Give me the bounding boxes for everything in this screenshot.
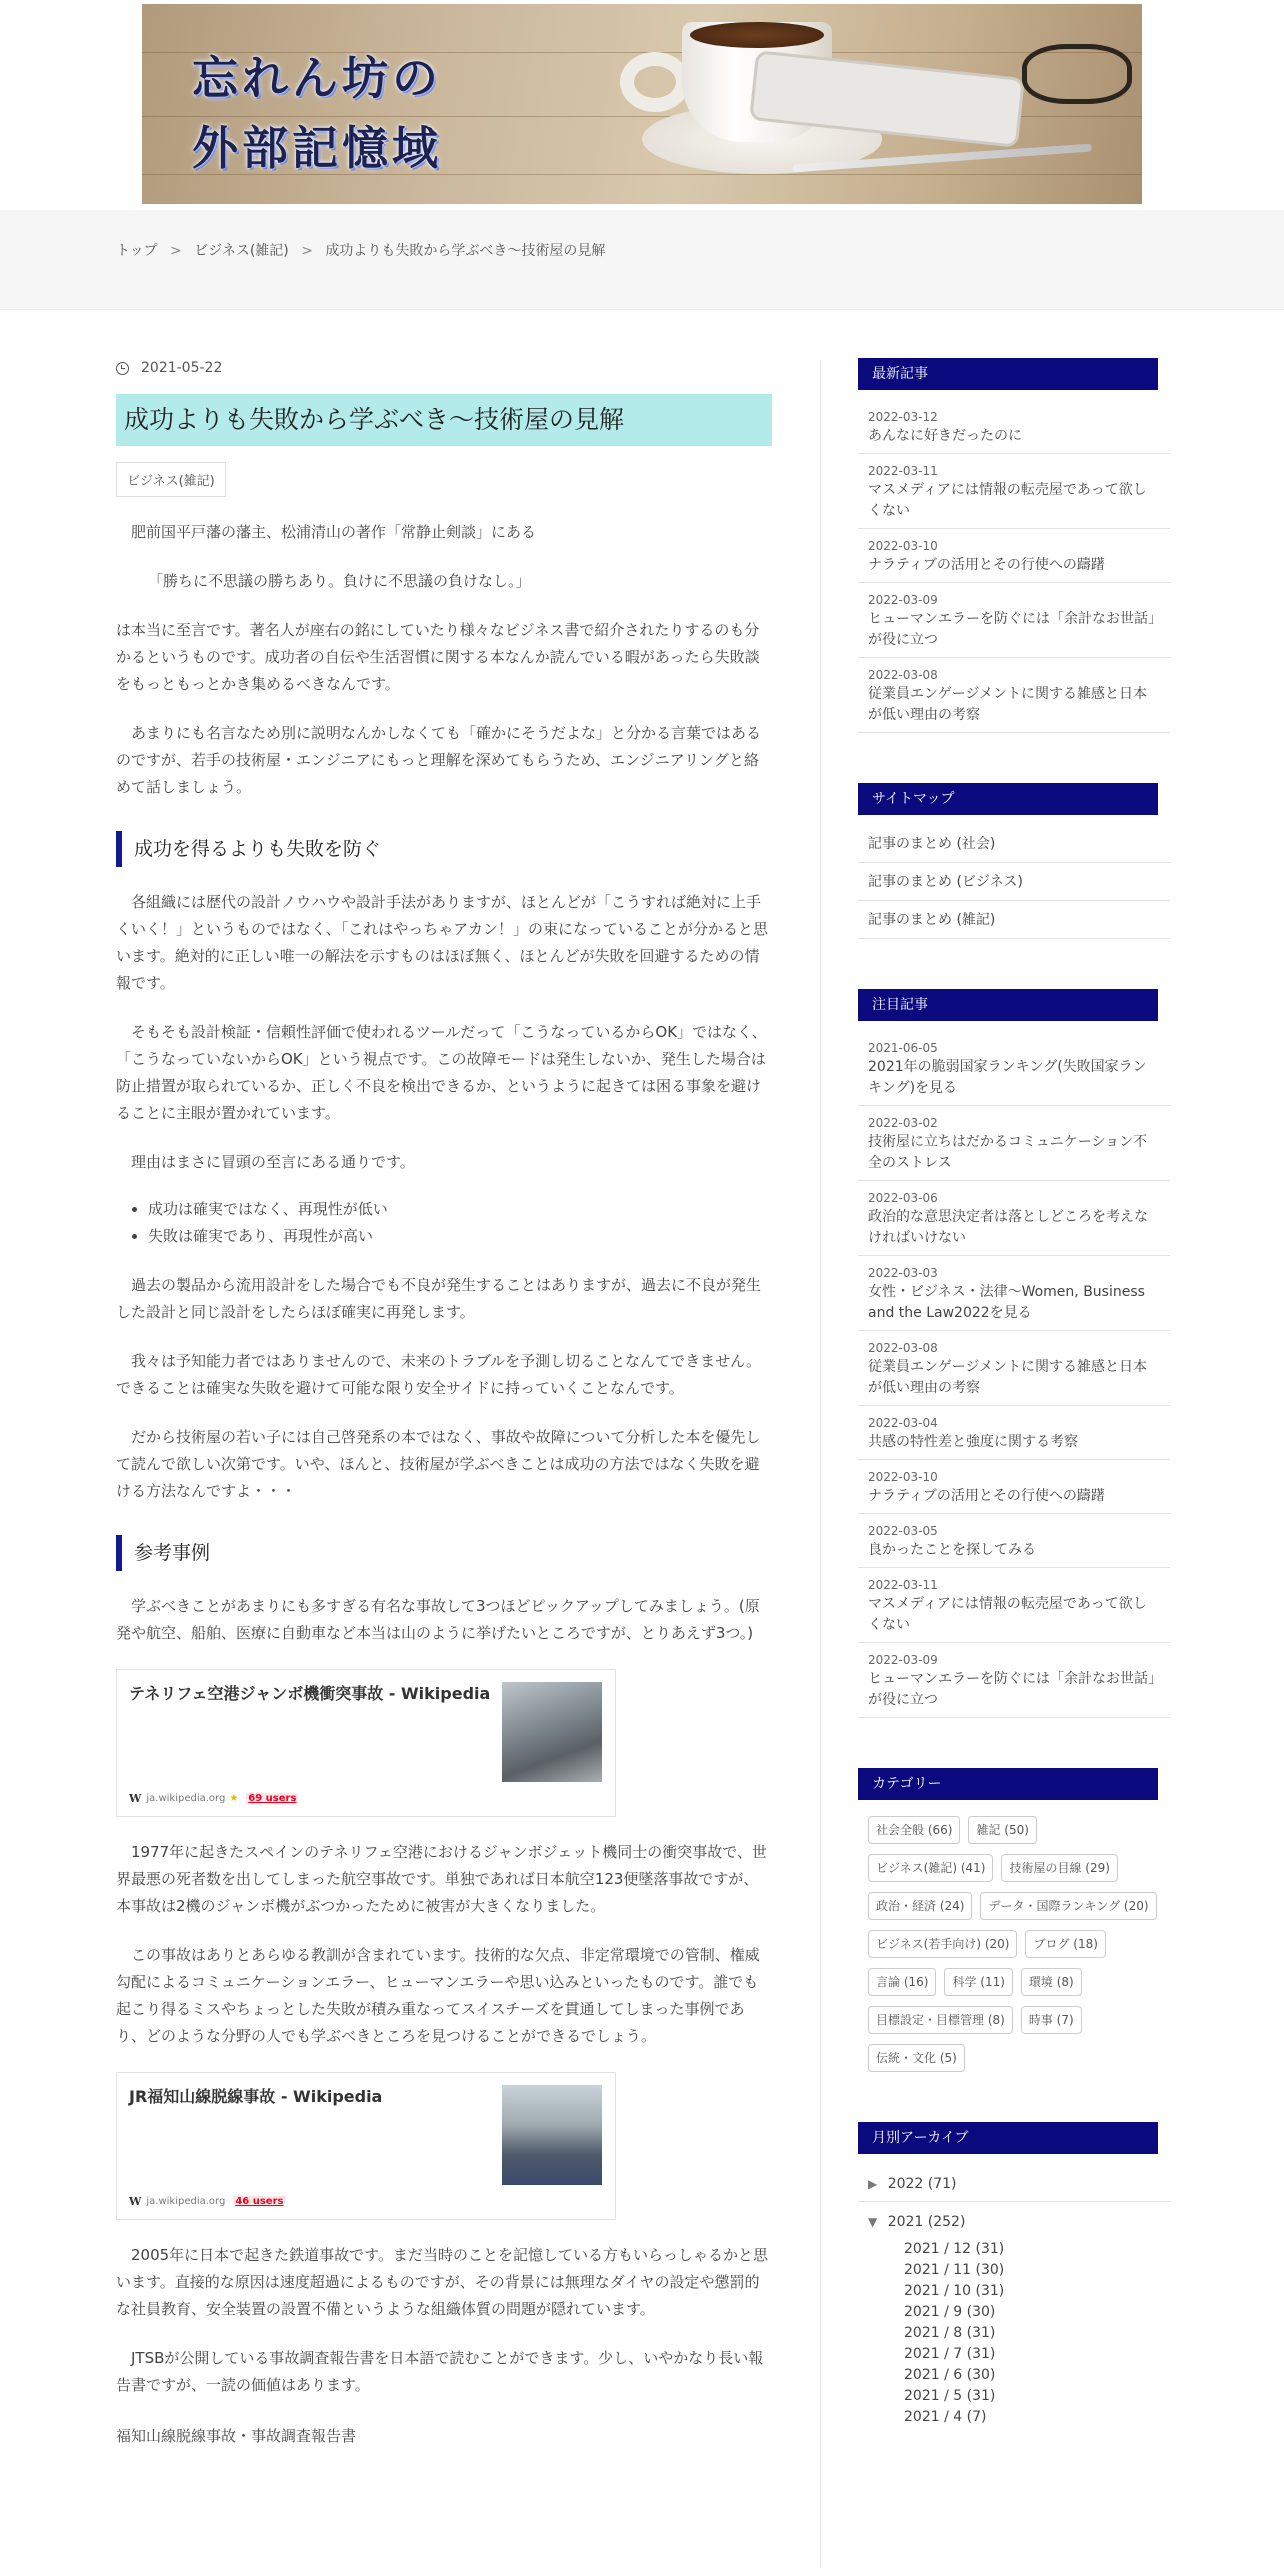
site-title-line2[interactable]: 外部記憶域 bbox=[192, 121, 442, 175]
embed-thumbnail[interactable] bbox=[502, 2085, 602, 2185]
recent-post-link[interactable]: マスメディアには情報の転売屋であって欲しくない bbox=[868, 482, 1147, 519]
archive-month-link[interactable]: 2021 / 9 (30) bbox=[904, 2304, 996, 2320]
popular-post-item[interactable] bbox=[858, 1460, 1170, 1514]
paragraph: だから技術屋の若い子には自己啓発系の本ではなく、事故や故障について分析した本を優先して読んで欲しい次第です。いや、ほんと、技術屋が学ぶべきことは成功の方法ではなく失敗を避ける方法なんですよ・・・ bbox=[116, 1428, 761, 1500]
archive-year-label[interactable]: 2022 (71) bbox=[887, 2176, 957, 2192]
recent-post-date: 2022-03-12 bbox=[868, 410, 938, 424]
paragraph: 肥前国平戸藩の藩主、松浦清山の著作「常静止剣談」にある bbox=[131, 523, 537, 541]
list-item: • 失敗は確実であり、再現性が高い bbox=[148, 1223, 772, 1250]
popular-post-link[interactable]: 従業員エンゲージメントに関する雑感と日本が低い理由の考察 bbox=[868, 1359, 1148, 1396]
column-divider bbox=[820, 360, 821, 2568]
paragraph: 1977年に起きたスペインのテネリフェ空港におけるジャンボジェット機同士の衝突事故で、世界最悪の死者数を出してしまった航空事故です。単独であれば日本航空123便墜落事故ですが、本事故は2機のジャンボ機がぶつかったために被害が大きくなりました。 bbox=[116, 1843, 767, 1915]
embed-thumbnail[interactable] bbox=[502, 1682, 602, 1782]
breadcrumb bbox=[116, 240, 613, 260]
archive-heading: 月別アーカイブ bbox=[858, 2122, 1158, 2154]
sitemap-heading: サイトマップ bbox=[858, 783, 1158, 815]
category-tag[interactable]: 雑記 (50) bbox=[968, 1816, 1036, 1844]
category-tag[interactable]: ビジネス(雑記) (41) bbox=[868, 1854, 993, 1882]
wikipedia-icon: W bbox=[129, 1792, 142, 1805]
embed-title[interactable]: JR福知山線脱線事故 - Wikipedia bbox=[129, 2087, 383, 2106]
popular-post-item[interactable] bbox=[858, 1031, 1170, 1106]
popular-post-item[interactable] bbox=[858, 1643, 1170, 1718]
clock-icon bbox=[116, 362, 129, 375]
popular-posts-heading: 注目記事 bbox=[858, 989, 1158, 1021]
archive-year-2021[interactable] bbox=[858, 2202, 1170, 2239]
recent-post-date: 2022-03-11 bbox=[868, 464, 938, 478]
paragraph: 各組織には歴代の設計ノウハウや設計手法がありますが、ほとんどが「こうすれば絶対に上手くいく！」というものではなく、「これはやっちゃアカン！」の束になっていることが分かると思います。絶対的に正しい唯一の解法を示すものはほぼ無く、ほとんどが失敗を回避するための情報です。 bbox=[116, 893, 769, 992]
embed-card-fukuchiyama[interactable] bbox=[116, 2072, 616, 2220]
embed-domain: ja.wikipedia.org bbox=[146, 1793, 226, 1804]
header-banner[interactable] bbox=[142, 4, 1142, 204]
paragraph: は本当に至言です。著名人が座右の銘にしていたり様々なビジネス書で紹介されたりするのも分かるというものです。成功者の自伝や生活習慣に関する本なんか読んでいる暇があったら失敗談をもっともっとかき集めるべきなんです。 bbox=[116, 621, 760, 693]
paragraph: 2005年に日本で起きた鉄道事故です。まだ当時のことを記憶している方もいらっしゃるかと思います。直接的な原因は速度超過によるものですが、その背景には無理なダイヤの設定や懲罰的な社員教育、安全装置の設置不備というような組織体質の問題が隠れています。 bbox=[116, 2246, 768, 2318]
embed-source bbox=[129, 1792, 298, 1805]
category-tag[interactable]: 言論 (16) bbox=[868, 1968, 936, 1996]
popular-post-item[interactable] bbox=[858, 1256, 1170, 1331]
recent-posts-heading: 最新記事 bbox=[858, 358, 1158, 390]
archive-month-link[interactable]: 2021 / 8 (31) bbox=[904, 2325, 996, 2341]
popular-post-date: 2022-03-05 bbox=[868, 1524, 938, 1538]
archive-month-link[interactable]: 2021 / 10 (31) bbox=[904, 2283, 1005, 2299]
embed-domain: ja.wikipedia.org bbox=[146, 2196, 226, 2207]
post-date-text: 2021-05-22 bbox=[141, 360, 223, 376]
sitemap-list bbox=[858, 825, 1170, 939]
recent-post-link[interactable]: あんなに好きだったのに bbox=[868, 428, 1022, 444]
popular-post-date: 2022-03-10 bbox=[868, 1470, 938, 1484]
popular-posts-list bbox=[858, 1031, 1170, 1718]
popular-post-item[interactable] bbox=[858, 1331, 1170, 1406]
expanded-arrow-icon[interactable]: ▼ bbox=[868, 2215, 878, 2229]
popular-post-date: 2021-06-05 bbox=[868, 1041, 938, 1055]
popular-post-link[interactable]: 共感の特性差と強度に関する考察 bbox=[868, 1434, 1078, 1450]
popular-post-link[interactable]: ナラティブの活用とその行使への躊躇 bbox=[868, 1488, 1105, 1504]
archive-month-link[interactable]: 2021 / 7 (31) bbox=[904, 2346, 996, 2362]
popular-post-date: 2022-03-04 bbox=[868, 1416, 938, 1430]
paragraph: この事故はありとあらゆる教訓が含まれています。技術的な欠点、非定常環境での管制、権威勾配によるコミュニケーションエラー、ヒューマンエラーや思い込みといったものです。誰でも起こり得るミスやちょっとした失敗が積み重なってスイスチーズを貫通してしまった事例であり、どのような分野の人でも学ぶべきところを見つけることができるでしょう。 bbox=[116, 1946, 760, 2045]
post-date bbox=[116, 360, 772, 376]
breadcrumb-category-link[interactable]: ビジネス(雑記) bbox=[194, 243, 289, 259]
category-tag[interactable]: ビジネス(若手向け) (20) bbox=[868, 1930, 1017, 1958]
popular-post-link[interactable]: ヒューマンエラーを防ぐには「余計なお世話」が役に立つ bbox=[868, 1671, 1155, 1708]
popular-post-link[interactable]: 良かったことを探してみる bbox=[868, 1542, 1036, 1558]
article bbox=[116, 360, 772, 2450]
archive-month-link[interactable]: 2021 / 6 (30) bbox=[904, 2367, 996, 2383]
recent-post-item[interactable] bbox=[858, 529, 1170, 583]
embed-card-tenerife[interactable] bbox=[116, 1669, 616, 1817]
coffee-image bbox=[690, 22, 824, 48]
embed-title[interactable]: テネリフェ空港ジャンボ機衝突事故 - Wikipedia bbox=[129, 1684, 491, 1703]
popular-post-date: 2022-03-06 bbox=[868, 1191, 938, 1205]
archive-month-link[interactable]: 2021 / 4 (7) bbox=[904, 2409, 987, 2425]
paragraph: 我々は予知能力者ではありませんので、未来のトラブルを予測し切ることなんてできません。できることは確実な失敗を避けて可能な限り安全サイドに持っていくことなんです。 bbox=[116, 1352, 762, 1397]
sitemap-link[interactable]: 記事のまとめ (雑記) bbox=[858, 901, 1170, 939]
archive-month-link[interactable]: 2021 / 12 (31) bbox=[904, 2241, 1005, 2257]
popular-post-link[interactable]: 女性・ビジネス・法律～Women, Business and the Law2022を見る bbox=[868, 1284, 1145, 1321]
popular-post-item[interactable] bbox=[858, 1514, 1170, 1568]
paragraph: 理由はまさに冒頭の至言にある通りです。 bbox=[131, 1153, 415, 1171]
embed-source bbox=[129, 2195, 285, 2208]
recent-post-date: 2022-03-09 bbox=[868, 593, 938, 607]
post-category-tag[interactable]: ビジネス(雑記) bbox=[116, 462, 226, 497]
report-link[interactable]: 福知山線脱線事故・事故調査報告書 bbox=[116, 2427, 357, 2445]
star-icon: ★ bbox=[229, 1793, 239, 1804]
recent-post-link[interactable]: 従業員エンゲージメントに関する雑感と日本が低い理由の考察 bbox=[868, 686, 1148, 723]
category-tag[interactable]: データ・国際ランキング (20) bbox=[980, 1892, 1156, 1920]
recent-post-link[interactable]: ヒューマンエラーを防ぐには「余計なお世話」が役に立つ bbox=[868, 611, 1155, 648]
breadcrumb-bar bbox=[0, 210, 1284, 310]
bullet-list bbox=[116, 1196, 772, 1250]
bookmark-users-link[interactable]: 69 users bbox=[248, 1793, 297, 1804]
popular-post-date: 2022-03-09 bbox=[868, 1653, 938, 1667]
popular-post-link[interactable]: 政治的な意思決定者は落としどころを考えなければいけない bbox=[868, 1209, 1148, 1246]
popular-post-link[interactable]: 技術屋に立ちはだかるコミュニケーション不全のストレス bbox=[868, 1134, 1148, 1171]
site-title-line1[interactable]: 忘れん坊の bbox=[192, 51, 442, 105]
breadcrumb-current: 成功よりも失敗から学ぶべき～技術屋の見解 bbox=[325, 243, 606, 259]
recent-post-date: 2022-03-08 bbox=[868, 668, 938, 682]
recent-post-date: 2022-03-10 bbox=[868, 539, 938, 553]
quote: 「勝ちに不思議の勝ちあり。負けに不思議の負けなし。」 bbox=[148, 572, 531, 590]
recent-posts-list bbox=[858, 400, 1170, 733]
sitemap-link[interactable]: 記事のまとめ (ビジネス) bbox=[858, 863, 1170, 901]
category-tag[interactable]: 目標設定・目標管理 (8) bbox=[868, 2006, 1013, 2034]
category-tag[interactable]: 環境 (8) bbox=[1021, 1968, 1082, 1996]
bookmark-users-link[interactable]: 46 users bbox=[235, 2196, 284, 2207]
popular-post-date: 2022-03-03 bbox=[868, 1266, 938, 1280]
popular-post-link[interactable]: マスメディアには情報の転売屋であって欲しくない bbox=[868, 1596, 1147, 1633]
archive-year-2022[interactable] bbox=[858, 2164, 1170, 2202]
popular-post-item[interactable] bbox=[858, 1568, 1170, 1643]
recent-post-item[interactable] bbox=[858, 400, 1170, 454]
paragraph: そもそも設計検証・信頼性評価で使われるツールだって「こうなっているからOK」ではなく、「こうなっていないからOK」という視点です。この故障モードは発生しないか、発生した場合は防止措置が取られているか、正しく不良を検出できるか、というように起きては困る事象を避けることに主眼が置かれています。 bbox=[116, 1023, 767, 1122]
collapsed-arrow-icon[interactable]: ▶ bbox=[868, 2177, 878, 2191]
category-tag[interactable]: 技術屋の目線 (29) bbox=[1001, 1854, 1117, 1882]
paragraph: 過去の製品から流用設計をした場合でも不良が発生することはありますが、過去に不良が発生した設計と同じ設計をしたらほぼ確実に再発します。 bbox=[116, 1276, 762, 1321]
category-tag[interactable]: 時事 (7) bbox=[1021, 2006, 1082, 2034]
category-tag[interactable]: 社会全般 (66) bbox=[868, 1816, 960, 1844]
archive-list bbox=[858, 2164, 1170, 2428]
recent-post-item[interactable] bbox=[858, 658, 1170, 733]
section-heading: 参考事例 bbox=[116, 1535, 772, 1571]
category-list bbox=[858, 1816, 1170, 2082]
popular-post-item[interactable] bbox=[858, 1406, 1170, 1460]
popular-post-link[interactable]: 2021年の脆弱国家ランキング(失敗国家ランキング)を見る bbox=[868, 1059, 1147, 1096]
popular-post-date: 2022-03-08 bbox=[868, 1341, 938, 1355]
cup-handle-image bbox=[620, 52, 690, 112]
recent-post-link[interactable]: ナラティブの活用とその行使への躊躇 bbox=[868, 557, 1105, 573]
popular-post-item[interactable] bbox=[858, 1106, 1170, 1181]
section-heading: 成功を得るよりも失敗を防ぐ bbox=[116, 831, 772, 867]
recent-post-item[interactable] bbox=[858, 454, 1170, 529]
sidebar bbox=[858, 358, 1170, 2428]
wikipedia-icon: W bbox=[129, 2195, 142, 2208]
category-tag[interactable]: 政治・経済 (24) bbox=[868, 1892, 972, 1920]
breadcrumb-separator: > bbox=[170, 243, 182, 259]
recent-post-item[interactable] bbox=[858, 583, 1170, 658]
popular-post-item[interactable] bbox=[858, 1181, 1170, 1256]
category-heading: カテゴリー bbox=[858, 1768, 1158, 1800]
paragraph: 学ぶべきことがあまりにも多すぎる有名な事故して3つほどピックアップしてみましょう。(原発や航空、船舶、医療に自動車など本当は山のように挙げたいところですが、とりあえず3つ。) bbox=[116, 1597, 760, 1642]
archive-month-link[interactable]: 2021 / 11 (30) bbox=[904, 2262, 1005, 2278]
archive-month-link[interactable]: 2021 / 5 (31) bbox=[904, 2388, 996, 2404]
breadcrumb-separator: > bbox=[301, 243, 313, 259]
category-tag[interactable]: ブログ (18) bbox=[1025, 1930, 1105, 1958]
list-item: • 成功は確実ではなく、再現性が低い bbox=[148, 1196, 772, 1223]
sitemap-link[interactable]: 記事のまとめ (社会) bbox=[858, 825, 1170, 863]
category-tag[interactable]: 科学 (11) bbox=[944, 1968, 1012, 1996]
archive-month-list bbox=[858, 2239, 1170, 2428]
archive-year-label[interactable]: 2021 (252) bbox=[887, 2214, 966, 2230]
popular-post-date: 2022-03-11 bbox=[868, 1578, 938, 1592]
breadcrumb-top-link[interactable]: トップ bbox=[116, 243, 158, 259]
popular-post-date: 2022-03-02 bbox=[868, 1116, 938, 1130]
paragraph: あまりにも名言なため別に説明なんかしなくても「確かにそうだよな」と分かる言葉ではあるのですが、若手の技術屋・エンジニアにもっと理解を深めてもらうため、エンジニアリングと絡めて話しましょう。 bbox=[116, 724, 762, 796]
post-title: 成功よりも失敗から学ぶべき～技術屋の見解 bbox=[116, 394, 772, 446]
paragraph: JTSBが公開している事故調査報告書を日本語で読むことができます。少し、いやかなり長い報告書ですが、一読の価値はあります。 bbox=[116, 2349, 764, 2394]
glasses-image bbox=[1022, 44, 1132, 104]
category-tag[interactable]: 伝統・文化 (5) bbox=[868, 2044, 965, 2072]
